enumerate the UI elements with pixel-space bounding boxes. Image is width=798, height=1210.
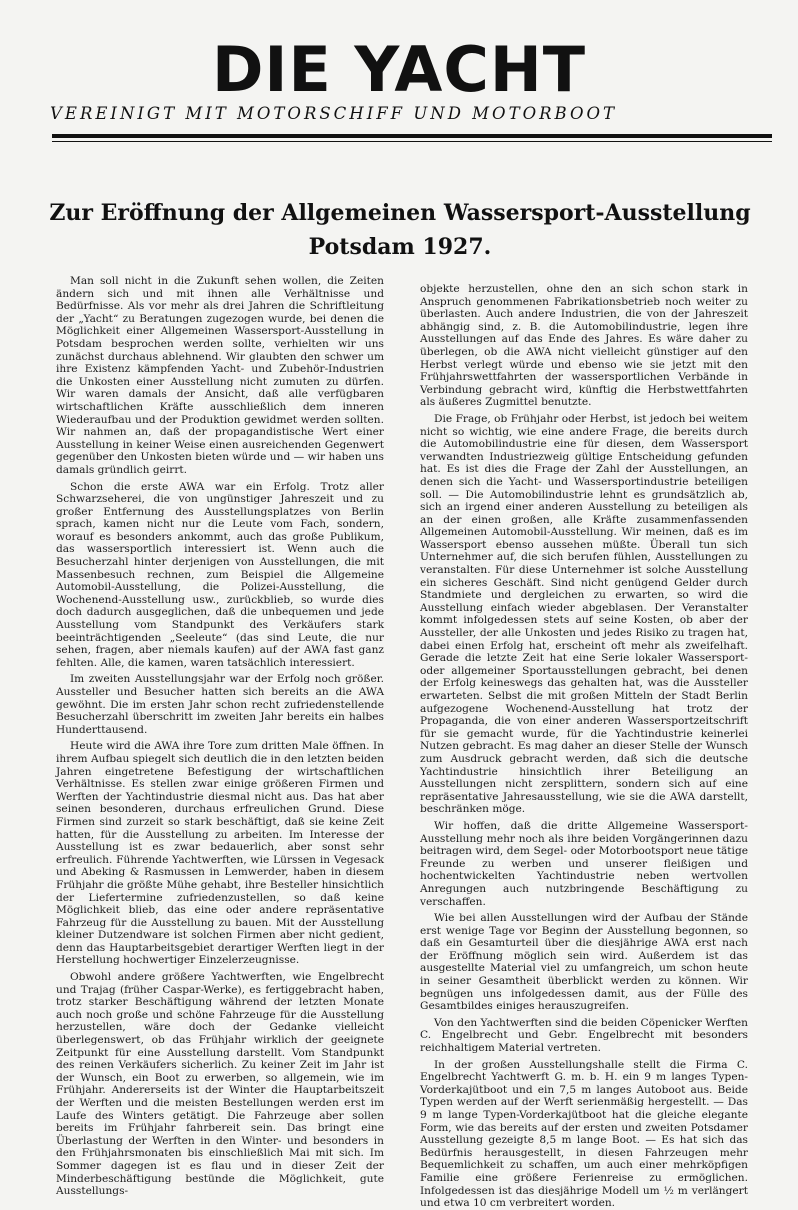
paragraph: Wir hoffen, daß die dritte Allgemeine Wassersport-Ausstellung mehr noch als ihre beiden Vorgängerinnen dazu beitragen wird, dem Segel- oder Motorbootsport neue tätige Freunde zu werben und unserer fleißigen und hochentwickelten Yachtindustrie neben wertvollen Anregungen auch nutzbringende Beschäftigung zu verschaffen.	[420, 819, 748, 908]
masthead-subtitle: VEREINIGT MIT MOTORSCHIFF UND MOTORBOOT	[50, 104, 618, 123]
paragraph: Man soll nicht in die Zukunft sehen wollen, die Zeiten ändern sich und mit ihnen alle Verhältnisse und Bedürfnisse. Als vor mehr als drei Jahren die Schriftleitung der „Yacht“ zu Beratungen zugezogen wurde, bei denen die Möglichkeit einer Allgemeinen Wassersport-Ausstellung in Potsdam besprochen werden sollte, verhielten wir uns zunächst durchaus ablehnend. Wir glaubten den schwer um ihre Existenz kämpfenden Yacht- und Zubehör-Industrien die Unkosten einer Ausstellung nicht zumuten zu dürfen. Wir waren damals der Ansicht, daß alle verfügbaren wirtschaftlichen Kräfte ausschließlich dem inneren Wiederaufbau und der Produktion gewidmet werden sollten. Wir nahmen an, daß der propagandistische Wert einer Ausstellung in keiner Weise einen ausreichenden Gegenwert gegenüber den Unkosten bieten würde und — wir haben uns damals gründlich geirrt.	[56, 275, 384, 476]
headline-line-2: Potsdam 1927.	[308, 234, 492, 260]
paragraph: Wie bei allen Ausstellungen wird der Aufbau der Stände erst wenige Tage vor Beginn der Ausstellung begonnen, so daß ein Gesamturteil über die diesjährige AWA erst nach der Eröffnung möglich sein wird. Außerdem ist das ausgestellte Material viel zu umfangreich, um schon heute in seiner Gesamtheit überblickt werden zu können. Wir begnügen uns infolgedessen damit, aus der Fülle des Gesamtbildes einiges herauszugreifen.	[420, 912, 748, 1013]
paragraph: Die Frage, ob Frühjahr oder Herbst, ist jedoch bei weitem nicht so wichtig, wie eine andere Frage, die bereits durch die Automobilindustrie eine für diesen, dem Wassersport verwandten Industriezweig gültige Entscheidung gefunden hat. Es ist dies die Frage der Zahl der Ausstellungen, an denen sich die Yacht- und Wassersportindustrie beteiligen soll. — Die Automobilindustrie lehnt es grundsätzlich ab, sich an irgend einer anderen Ausstellung zu beteiligen als an der einen großen, alle Kräfte zusammenfassenden Allgemeinen Automobil-Ausstellung. Wir meinen, daß es im Wassersport ebenso aussehen müßte. Überall tun sich Unternehmer auf, die sich berufen fühlen, Ausstellungen zu veranstalten. Für diese Unternehmer ist solche Ausstellung ein sicheres Geschäft. Sind nicht genügend Gelder durch Standmiete und dergleichen zu erwarten, so wird die Ausstellung einfach wieder abgeblasen. Der Veranstalter kommt infolgedessen stets auf seine Kosten, ob aber der Aussteller, der alle Unkosten und jedes Risiko zu tragen hat, dabei einen Erfolg hat, erscheint oft mehr als zweifelhaft. Gerade die letzte Zeit hat eine Serie lokaler Wassersport- oder allgemeiner Sportausstellungen gebracht, bei denen der Erfolg keineswegs das gehalten hat, was die Aussteller erwarteten. Selbst die mit großen Mitteln der Stadt Berlin aufgezogene Wochenend-Ausstellung hat trotz der Propaganda, die von einer anderen Wassersportzeitschrift für sie gemacht wurde, für die Yachtindustrie keinerlei Nutzen gebracht. Es mag daher an dieser Stelle der Wunsch zum Ausdruck gebracht werden, daß sich die deutsche Yachtindustrie hinsichtlich ihrer Beteiligung an Ausstellungen nicht zersplittern, sondern sich auf eine repräsentative Jahresausstellung, wie sie die AWA darstellt, beschränken möge.	[420, 412, 748, 816]
paragraph: In der großen Ausstellungshalle stellt die Firma C. Engelbrecht Yachtwerft G. m. b. H. ein 9 m langes Typen-Vorderkajütboot und ein 7,5 m langes Autoboot aus. Beide Typen werden auf der Werft serienmäßig hergestellt. — Das 9 m lange Typen-Vorderkajütboot hat die gleiche elegante Form, wie das bereits auf der ersten und zweiten Potsdamer Ausstellung gezeigte 8,5 m lange Boot. — Es hat sich das Bedürfnis herausgestellt, in diesen Fahrzeugen mehr Bequemlichkeit zu schaffen, um auch einer mehrköpfigen Familie eine größere Ferienreise zu ermöglichen. Infolgedessen ist das diesjährige Modell um ½ m verlängert und etwa 10 cm verbreitert worden.	[420, 1058, 748, 1210]
masthead-rule-thick	[52, 134, 772, 138]
paragraph: Von den Yachtwerften sind die beiden Cöpenicker Werften C. Engelbrecht und Gebr. Engelbrecht mit besonders reichhaltigem Material vertreten.	[420, 1016, 748, 1055]
article-headline	[40, 196, 760, 264]
paragraph: Im zweiten Ausstellungsjahr war der Erfolg noch größer. Aussteller und Besucher hatten sich bereits an die AWA gewöhnt. Die im ersten Jahr schon recht zufriedenstellende Besucherzahl überschritt im zweiten Jahr bereits ein halbes Hunderttausend.	[56, 673, 384, 736]
paragraph: Schon die erste AWA war ein Erfolg. Trotz aller Schwarzseherei, die von ungünstiger Jahreszeit und zu großer Entfernung des Ausstellungsplatzes von Berlin sprach, kamen nicht nur die Leute vom Fach, sondern, worauf es besonders ankommt, auch das große Publikum, das wassersportlich interessiert ist. Wenn auch die Besucherzahl hinter derjenigen von Ausstellungen, die mit Massenbesuch rechnen, zum Beispiel die Allgemeine Automobil-Ausstellung, die Polizei-Ausstellung, die Wochenend-Ausstellung usw., zurückblieb, so wurde dies doch dadurch ausgeglichen, daß die unbequemen und jede Ausstellung vom Standpunkt des Verkäufers stark beeinträchtigenden „Seeleute“ (das sind Leute, die nur sehen, fragen, aber niemals kaufen) auf der AWA fast ganz fehlten. Alle, die kamen, waren tatsächlich interessiert.	[56, 480, 384, 669]
masthead-rule-thin	[52, 141, 772, 142]
headline-line-1: Zur Eröffnung der Allgemeinen Wassersport-Ausstellung	[49, 200, 751, 226]
paragraph: Obwohl andere größere Yachtwerften, wie Engelbrecht und Trajag (früher Caspar-Werke), es fertiggebracht haben, trotz starker Beschäftigung während der letzten Monate auch noch große und schöne Fahrzeuge für die Ausstellung herzustellen, wäre doch der Gedanke vielleicht überlegenswert, ob das Frühjahr wirklich der geeignete Zeitpunkt für eine Ausstellung darstellt. Vom Standpunkt des reinen Verkäufers sicherlich. Zu keiner Zeit im Jahr ist der Wunsch, ein Boot zu erwerben, so allgemein, wie im Frühjahr. Andererseits ist der Winter die Hauptarbeitszeit der Werften und die meisten Bestellungen werden erst im Laufe des Winters getätigt. Die Fahrzeuge aber sollen bereits im Frühjahr fahrbereit sein. Das bringt eine Überlastung der Werften in den Winter- und besonders in den Frühjahrsmonaten bis einschließlich Mai mit sich. Im Sommer dagegen ist es flau und in dieser Zeit der Minderbeschäftigung bestünde die Möglichkeit, gute Ausstellungs-	[56, 971, 384, 1198]
article-column-left	[56, 275, 384, 1198]
masthead	[0, 30, 798, 110]
paragraph: objekte herzustellen, ohne den an sich schon stark in Anspruch genommenen Fabrikationsbetrieb noch weiter zu überlasten. Auch andere Industrien, die von der Jahreszeit abhängig sind, z. B. die Automobilindustrie, legen ihre Ausstellungen auf das Ende des Jahres. Es wäre daher zu überlegen, ob die AWA nicht vielleicht günstiger auf den Herbst verlegt würde und ebenso wie sie jetzt mit den Frühjahrswettfahrten der wassersportlichen Verbände in Verbindung gebracht wird, künftig die Herbstwettfahrten als äußeres Zugmittel benutzte.	[420, 283, 748, 409]
article-column-right	[420, 283, 748, 1210]
masthead-title: DIE YACHT	[211, 33, 587, 106]
paragraph: Heute wird die AWA ihre Tore zum dritten Male öffnen. In ihrem Aufbau spiegelt sich deutlich die in den letzten beiden Jahren eingetretene Befestigung der wirtschaftlichen Verhältnisse. Es stellen zwar einige größeren Firmen und Werften der Yachtindustrie diesmal nicht aus. Das hat aber seinen besonderen, durchaus erfreulichen Grund. Diese Firmen sind zurzeit so stark beschäftigt, daß sie keine Zeit hatten, für die Ausstellung zu arbeiten. Im Interesse der Ausstellung ist es zwar bedauerlich, aber sonst sehr erfreulich. Führende Yachtwerften, wie Lürssen in Vegesack und Abeking & Rasmussen in Lemwerder, haben in diesem Frühjahr die größte Mühe gehabt, ihre Besteller hinsichtlich der Liefertermine zufriedenzustellen, so daß keine Möglichkeit blieb, das eine oder andere repräsentative Fahrzeug für die Ausstellung zu bauen. Mit der Ausstellung kleiner Dutzendware ist solchen Firmen aber nicht gedient, denn das Hauptarbeitsgebiet derartiger Werften liegt in der Herstellung hochwertiger Einzelerzeugnisse.	[56, 740, 384, 967]
